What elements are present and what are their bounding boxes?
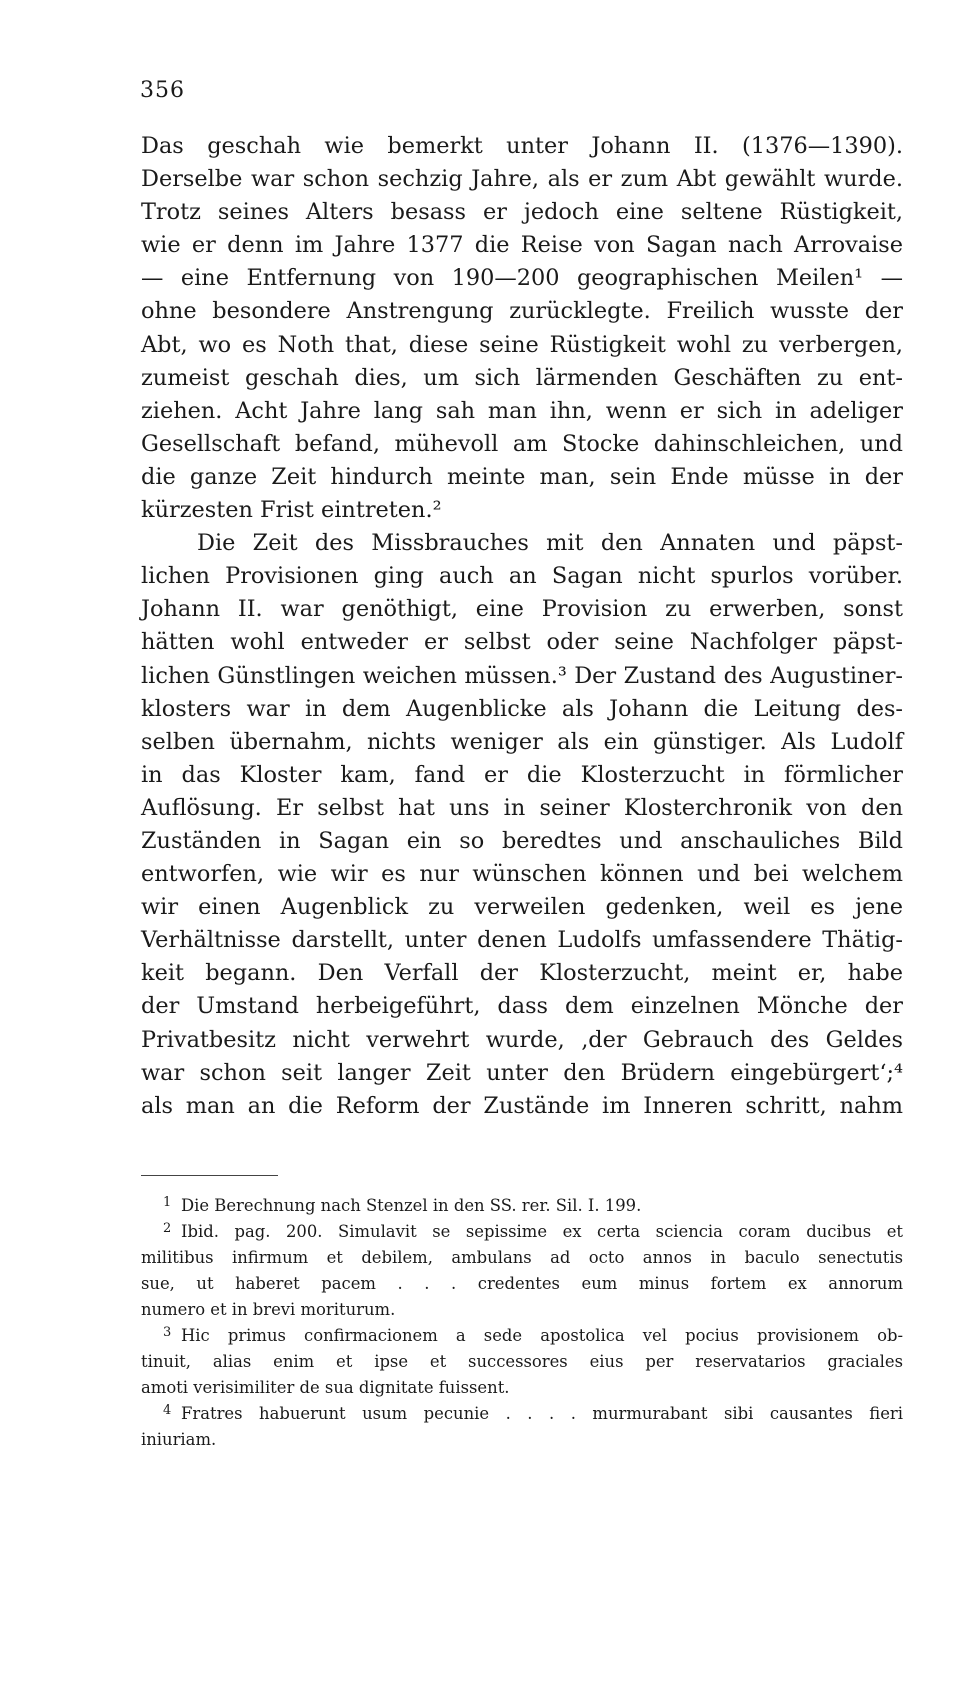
footnote bbox=[141, 1323, 903, 1401]
footnote-marker: 3 bbox=[163, 1325, 172, 1340]
footnote-line: sue, ut haberet pacem . . . credentes eum minus fortem ex annorum bbox=[141, 1274, 903, 1293]
text-line: Zuständen in Sagan ein so beredtes und anschauliches Bild bbox=[141, 827, 903, 854]
text-line: in das Kloster kam, fand er die Klosterzucht in förmlicher bbox=[141, 761, 903, 788]
text-line: Derselbe war schon sechzig Jahre, als er zum Abt gewählt wurde. bbox=[141, 166, 903, 193]
text-line: wir einen Augenblick zu verweilen gedenken, weil es jene bbox=[141, 894, 903, 921]
footnote-line: militibus infirmum et debilem, ambulans ad octo annos in baculo senectutis bbox=[141, 1248, 903, 1267]
text-line: als man an die Reform der Zustände im Inneren schritt, nahm bbox=[141, 1092, 903, 1119]
footnote-line: amoti verisimiliter de sua dignitate fuissent. bbox=[141, 1378, 510, 1397]
footnotes bbox=[141, 1193, 903, 1453]
page-number: 356 bbox=[140, 78, 185, 103]
text-line: Johann II. war genöthigt, eine Provision zu erwerben, sonst bbox=[141, 596, 903, 623]
text-line: keit begann. Den Verfall der Klosterzucht, meint er, habe bbox=[141, 960, 903, 987]
text-line: die ganze Zeit hindurch meinte man, sein Ende müsse in der bbox=[141, 463, 903, 490]
text-line: lichen Provisionen ging auch an Sagan nicht spurlos vorüber. bbox=[141, 563, 903, 590]
text-line: kürzesten Frist eintreten.² bbox=[141, 497, 442, 524]
text-line: Auflösung. Er selbst hat uns in seiner Klosterchronik von den bbox=[141, 794, 903, 821]
footnote-marker: 2 bbox=[163, 1221, 172, 1236]
text-line: der Umstand herbeigeführt, dass dem einzelnen Mönche der bbox=[141, 993, 903, 1020]
text-line: Das geschah wie bemerkt unter Johann II. (1376—1390). bbox=[141, 133, 903, 159]
footnote-line: Fratres habuerunt usum pecunie . . . . murmurabant sibi causantes fieri bbox=[181, 1404, 903, 1423]
text-line: selben übernahm, nichts weniger als ein günstiger. Als Ludolf bbox=[141, 728, 903, 755]
text-line: ziehen. Acht Jahre lang sah man ihn, wenn er sich in adeliger bbox=[141, 397, 903, 424]
footnote-line: Ibid. pag. 200. Simulavit se sepissime ex certa sciencia coram ducibus et bbox=[181, 1222, 903, 1241]
text-line: Abt, wo es Noth that, diese seine Rüstigkeit wohl zu verbergen, bbox=[141, 331, 903, 358]
text-line: — eine Entfernung von 190—200 geographischen Meilen¹ — bbox=[141, 265, 903, 292]
main-text bbox=[141, 130, 903, 1123]
footnote-line: Die Berechnung nach Stenzel in den SS. rer. Sil. I. 199. bbox=[181, 1196, 642, 1215]
footnote bbox=[141, 1219, 903, 1323]
footnote bbox=[141, 1401, 903, 1453]
text-line: Privatbesitz nicht verwehrt wurde, ‚der Gebrauch des Geldes bbox=[141, 1026, 903, 1053]
text-line: Verhältnisse darstellt, unter denen Ludolfs umfassendere Thätig- bbox=[141, 927, 903, 954]
footnote-marker: 4 bbox=[163, 1403, 172, 1418]
text-line: Gesellschaft befand, mühevoll am Stocke dahinschleichen, und bbox=[141, 430, 903, 457]
footnote bbox=[141, 1193, 903, 1219]
text-line: Trotz seines Alters besass er jedoch eine seltene Rüstigkeit, bbox=[141, 199, 903, 226]
footnote-line: Hic primus confirmacionem a sede apostolica vel pocius provisionem ob- bbox=[181, 1326, 903, 1345]
footnote-separator bbox=[141, 1175, 278, 1176]
text-line: entworfen, wie wir es nur wünschen können und bei welchem bbox=[141, 861, 903, 888]
text-line: klosters war in dem Augenblicke als Johann die Leitung des- bbox=[141, 695, 903, 722]
text-line: zumeist geschah dies, um sich lärmenden Geschäften zu ent- bbox=[141, 364, 903, 391]
text-line: lichen Günstlingen weichen müssen.³ Der Zustand des Augustiner- bbox=[141, 662, 903, 689]
footnote-line: iniuriam. bbox=[141, 1430, 217, 1449]
footnote-marker: 1 bbox=[163, 1195, 172, 1210]
text-line: war schon seit langer Zeit unter den Brüdern eingebürgert‘;⁴ bbox=[141, 1059, 903, 1086]
text-line: ohne besondere Anstrengung zurücklegte. Freilich wusste der bbox=[141, 298, 903, 325]
text-line: hätten wohl entweder er selbst oder seine Nachfolger päpst- bbox=[141, 629, 903, 656]
footnote-line: numero et in brevi moriturum. bbox=[141, 1300, 396, 1319]
text-line: Die Zeit des Missbrauches mit den Annaten und päpst- bbox=[197, 530, 903, 557]
text-line: wie er denn im Jahre 1377 die Reise von Sagan nach Arrovaise bbox=[141, 232, 903, 259]
footnote-line: tinuit, alias enim et ipse et successores eius per reservatarios graciales bbox=[141, 1352, 903, 1371]
